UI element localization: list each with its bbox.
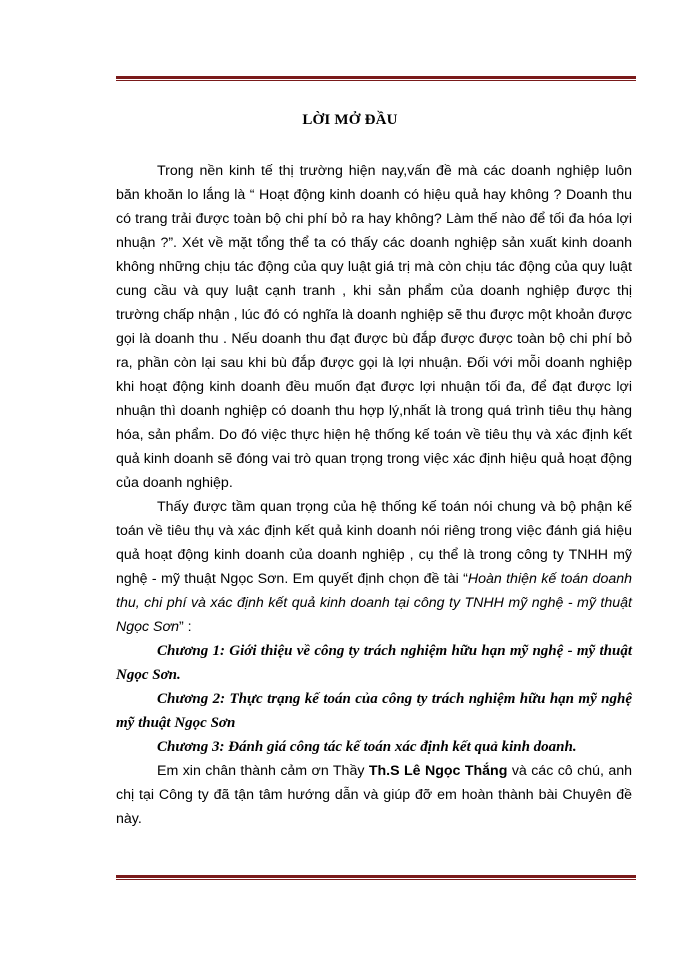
topic-paragraph: [116, 495, 632, 639]
topic-paragraph-tail: ” :: [179, 619, 192, 635]
intro-paragraph: Trong nền kinh tế thị trường hiện nay,vấn đề mà các doanh nghiệp luôn băn khoăn lo lắng là “ Hoạt động kinh doanh có hiệu quả hay không ? Doanh thu có trang trải được toàn bộ chi phí bỏ ra hay không? Làm thế nào để tối đa hóa lợi nhuận ?”. Xét về mặt tổng thể ta có thấy các doanh nghiệp sản xuất kinh doanh không những chịu tác động của quy luật giá trị mà còn chịu tác động của quy luật cung cầu và quy luật cạnh tranh , khi sản phẩm của doanh nghiệp được thị trường chấp nhận , lúc đó có nghĩa là doanh nghiệp sẽ thu được một khoản được gọi là doanh thu . Nếu doanh thu đạt được bù đắp được được toàn bộ chi phí bỏ ra, phần còn lại sau khi bù đắp được gọi là lợi nhuận. Đối với mỗi doanh nghiệp khi hoạt động kinh doanh đều muốn đạt được lợi nhuận tối đa, để đạt được lợi nhuận thì doanh nghiệp có doanh thu hợp lý,nhất là trong quá trình tiêu thụ hàng hóa, sản phẩm. Do đó việc thực hiện hệ thống kế toán về tiêu thụ và xác định kết quả kinh doanh sẽ đóng vai trò quan trọng trong việc xác định hiệu quả hoạt động của doanh nghiệp.: [116, 163, 632, 491]
thanks-lead: Em xin chân thành cảm ơn Thầy: [157, 763, 369, 779]
chapter-1: Chương 1: Giới thiệu về công ty trách nghiệm hữu hạn mỹ nghệ - mỹ thuật Ngọc Sơn.: [116, 643, 632, 683]
bottom-border-rule: [116, 875, 636, 881]
thanks-paragraph: [116, 759, 632, 831]
chapter-2: Chương 2: Thực trạng kế toán của công ty trách nghiệm hữu hạn mỹ nghệ mỹ thuật Ngọc Sơn: [116, 691, 632, 731]
page-title: LỜI MỞ ĐẦU: [302, 112, 398, 128]
advisor-name: Th.S Lê Ngọc Thắng: [368, 763, 508, 779]
thesis-topic: Hoàn thiện kế toán doanh thu, chi phí và xác định kết quả kinh doanh tại công ty TNHH mỹ nghệ - mỹ thuật Ngọc Sơn: [116, 571, 633, 635]
topic-paragraph-lead: Thấy được tầm quan trọng của hệ thống kế toán nói chung và bộ phận kế toán về tiêu thụ và xác định kết quả kinh doanh nói riêng trong việc đánh giá hiệu quả hoạt động kinh doanh của doanh nghiệp , cụ thể là trong công ty TNHH mỹ nghệ - mỹ thuật Ngọc Sơn. Em quyết định chọn đề tài “: [116, 499, 632, 587]
top-border-rule: [116, 76, 636, 82]
chapter-3: Chương 3: Đánh giá công tác kế toán xác định kết quả kinh doanh.: [157, 739, 577, 755]
document-body: [116, 159, 632, 831]
thanks-tail: và các cô chú, anh chị tại Công ty đã tận tâm hướng dẫn và giúp đỡ em hoàn thành bài Chuyên đề này.: [116, 763, 632, 827]
